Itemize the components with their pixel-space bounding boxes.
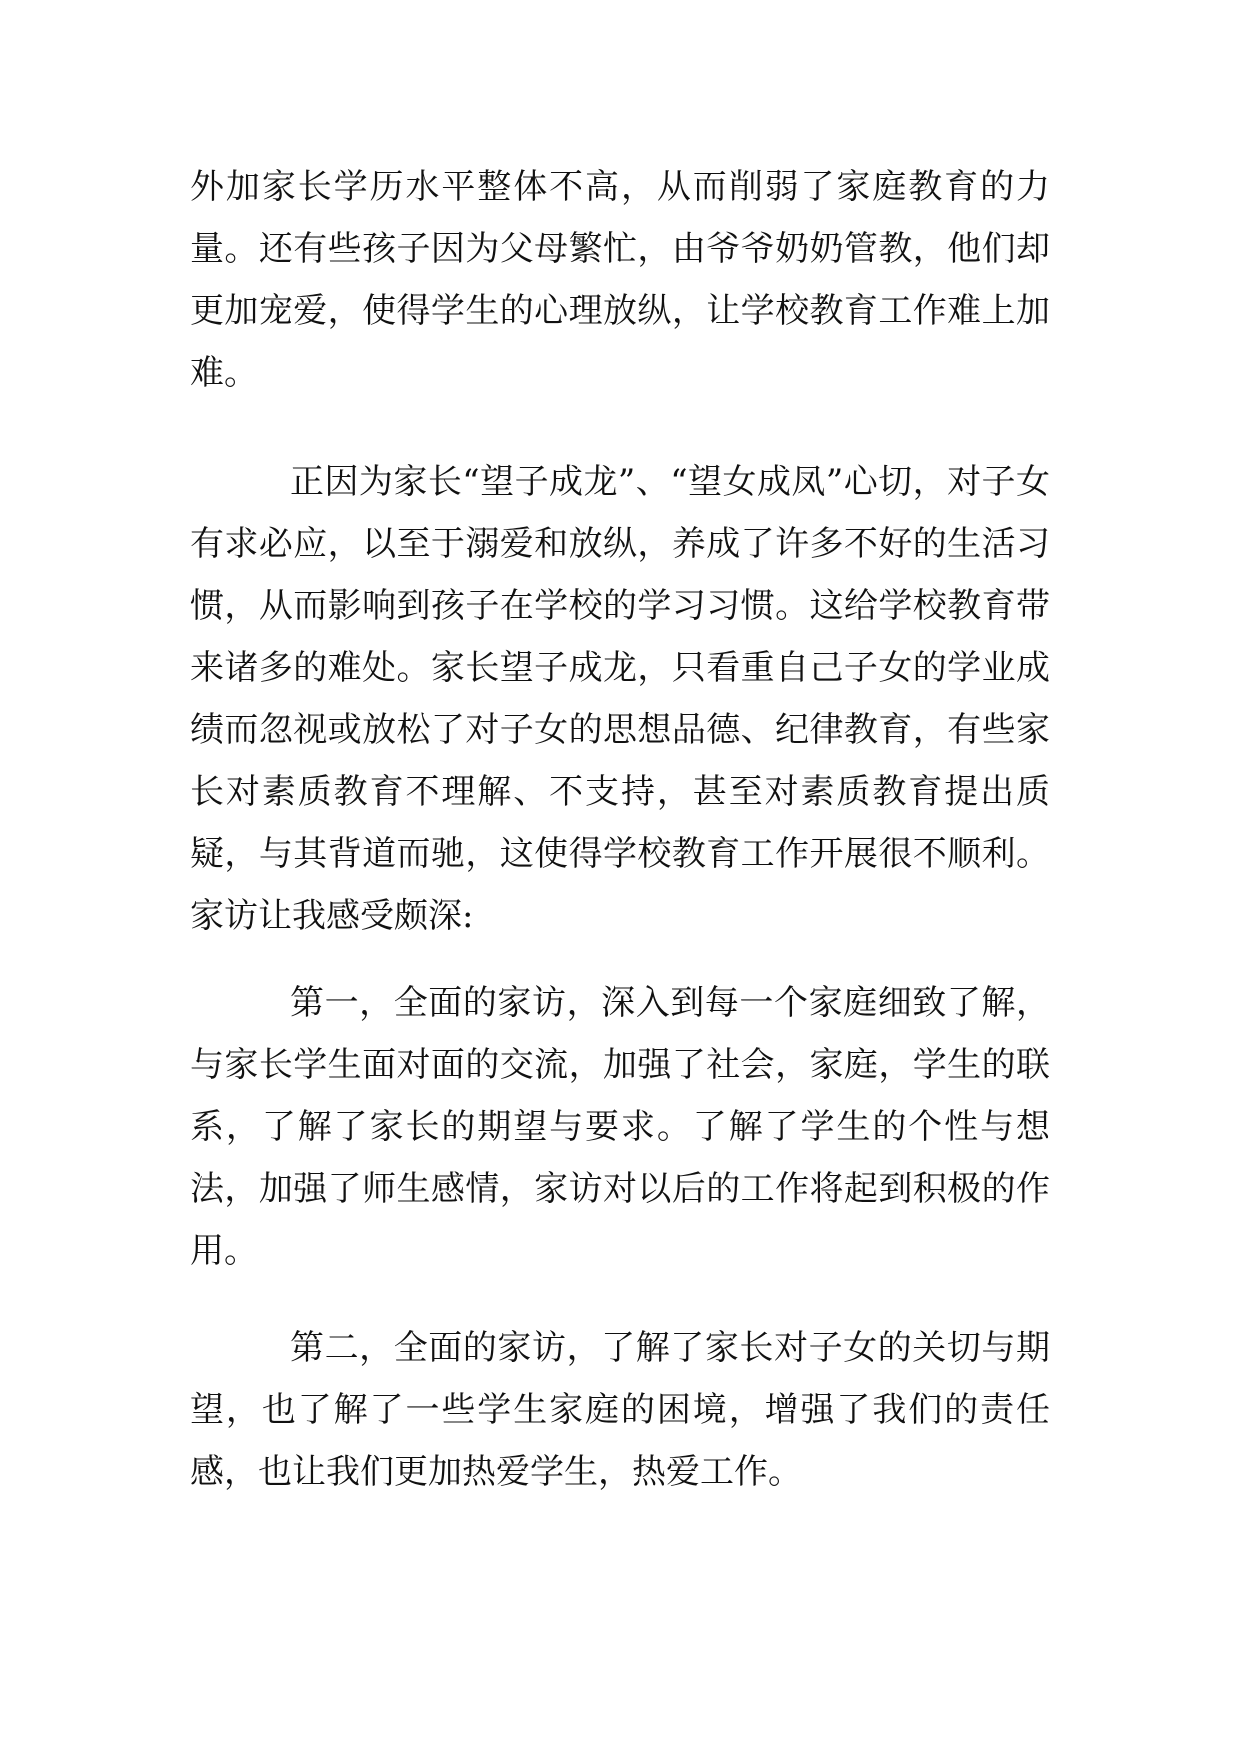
paragraph-parent-education-level: 外加家长学历水平整体不高，从而削弱了家庭教育的力量。还有些孩子因为父母繁忙，由爷爷奶奶管教，他们却更加宠爱，使得学生的心理放纵，让学校教育工作难上加难。 bbox=[190, 167, 1050, 393]
paragraph-first-reflection: 第一，全面的家访，深入到每一个家庭细致了解，与家长学生面对面的交流，加强了社会，家庭，学生的联系，了解了家长的期望与要求。了解了学生的个性与想法，加强了师生感情，家访对以后的工作将起到积极的作用。 bbox=[190, 983, 1050, 1271]
paragraph-second-reflection: 第二，全面的家访，了解了家长对子女的关切与期望，也了解了一些学生家庭的困境，增强了我们的责任感，也让我们更加热爱学生，热爱工作。 bbox=[190, 1328, 1050, 1492]
paragraph-parent-expectations: 正因为家长“望子成龙”、“望女成凤”心切，对子女有求必应，以至于溺爱和放纵，养成了许多不好的生活习惯，从而影响到孩子在学校的学习习惯。这给学校教育带来诸多的难处。家长望子成龙，只看重自己子女的学业成绩而忽视或放松了对子女的思想品德、纪律教育，有些家长对素质教育不理解、不支持，甚至对素质教育提出质疑，与其背道而驰，这使得学校教育工作开展很不顺利。家访让我感受颇深: bbox=[190, 462, 1050, 936]
